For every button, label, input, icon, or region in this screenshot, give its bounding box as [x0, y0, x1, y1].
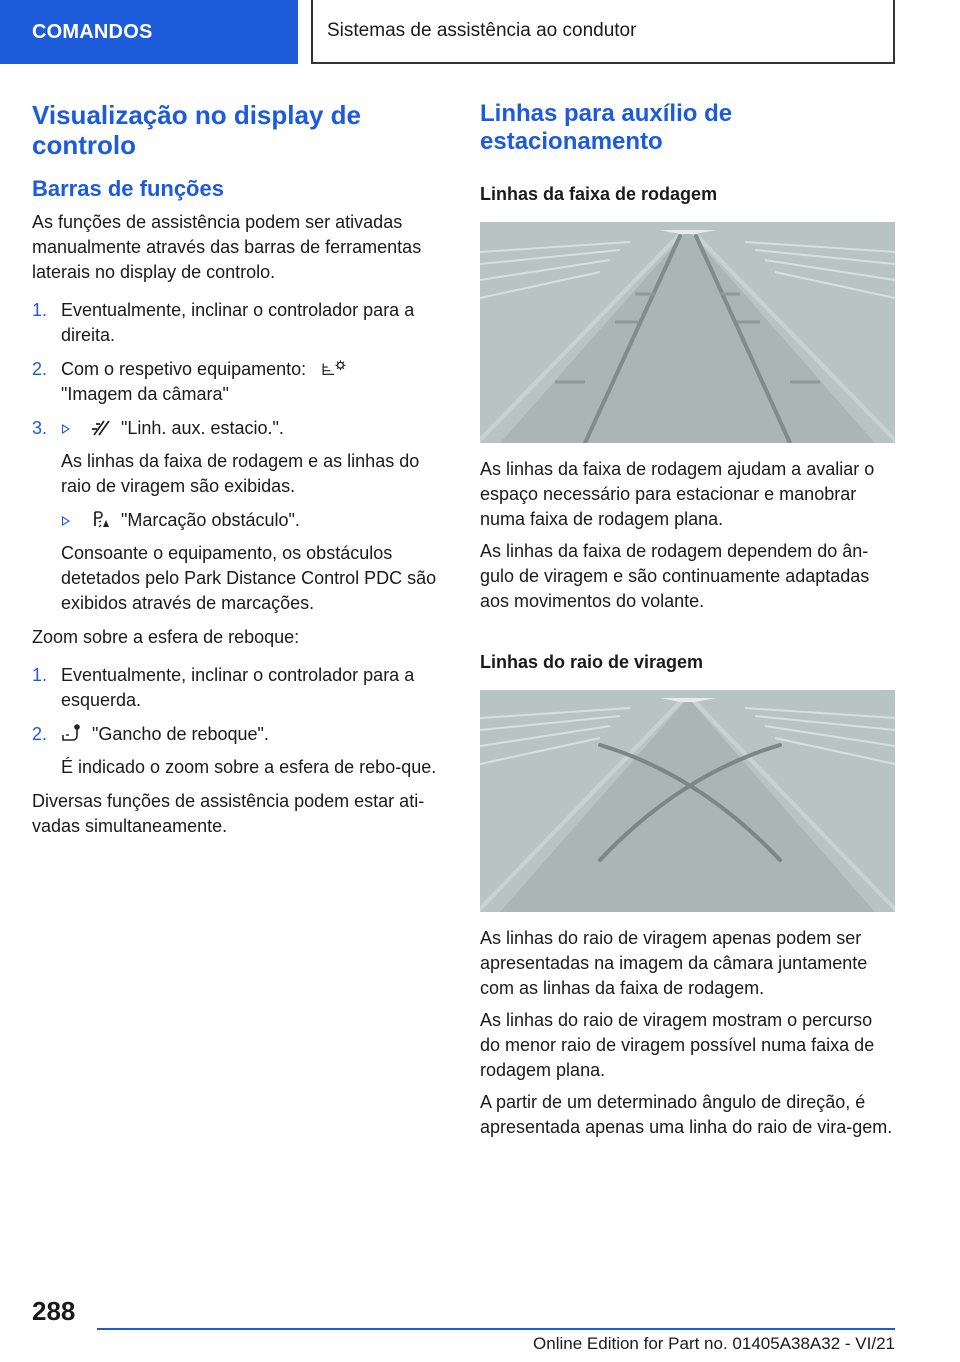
right-column: [480, 100, 896, 1140]
list-item: [32, 416, 450, 616]
footer-divider: [97, 1328, 895, 1330]
step-text: "Gancho de reboque".: [92, 724, 269, 744]
turning-radius-paragraph-3: A partir de um determinado ângulo de direção, é apresentada apenas uma linha do raio de vira‐gem.: [480, 1092, 893, 1137]
step-number: 3.: [32, 418, 48, 438]
list-item: [32, 357, 450, 407]
zoom-intro: Zoom sobre a esfera de reboque:: [32, 627, 300, 647]
page-title: Visualização no display de controlo: [32, 100, 361, 160]
list-item: [32, 298, 450, 348]
bullet-description: Consoante o equipamento, os obstáculos detetados pelo Park Distance Control PDC são exibidos através de marcações.: [61, 543, 437, 613]
step-number: 1.: [32, 300, 48, 320]
heading-turning-radius: Linhas do raio de viragem: [480, 652, 704, 672]
obstacle-marking-icon: [90, 509, 112, 529]
lane-lines-figure: [480, 222, 895, 443]
section-title: Linhas para auxílio de estacionamento: [480, 100, 733, 155]
turning-radius-figure: [480, 690, 895, 912]
bullet-label: "Marcação obstáculo".: [121, 510, 300, 530]
intro-paragraph: As funções de assistência podem ser ativadas manualmente através das barras de ferramentas laterais no display de controlo.: [32, 212, 422, 282]
lane-lines-paragraph-2: As linhas da faixa de rodagem dependem do ân‐gulo de viragem e são continuamente adaptadas aos movimentos do volante.: [480, 541, 870, 611]
step-text: Eventualmente, inclinar o controlador para a esquerda.: [61, 665, 415, 710]
bullet-item: [32, 508, 450, 533]
triangle-bullet-icon: [62, 424, 70, 434]
subheading-function-bars: Barras de funções: [32, 176, 224, 201]
section-tab: COMANDOS: [0, 0, 298, 64]
bullet-label: "Linh. aux. estacio.".: [121, 418, 284, 438]
step-text: Eventualmente, inclinar o controlador para a direita.: [61, 300, 415, 345]
triangle-bullet-icon: [62, 516, 70, 526]
lane-lines-paragraph-1: As linhas da faixa de rodagem ajudam a avaliar o espaço necessário para estacionar e manobrar numa faixa de rodagem plana.: [480, 459, 875, 529]
bullet-item: [32, 416, 450, 441]
list-item: [32, 722, 450, 780]
chapter-header: Sistemas de assistência ao condutor: [311, 0, 895, 64]
left-column: [32, 100, 450, 839]
page-number: 288: [32, 1296, 76, 1326]
bullet-description: As linhas da faixa de rodagem e as linhas do raio de viragem são exibidas.: [61, 451, 420, 496]
parking-lines-icon: [90, 417, 112, 437]
closing-paragraph: Diversas funções de assistência podem estar ati‐vadas simultaneamente.: [32, 791, 425, 836]
step-number: 2.: [32, 359, 48, 379]
step-text-option: "Imagem da câmara": [61, 384, 229, 404]
steps-list-2: [32, 663, 450, 780]
steps-list-1: [32, 298, 450, 616]
list-item: [32, 663, 450, 713]
footer-edition: Online Edition for Part no. 01405A38A32 - VI/21: [533, 1334, 895, 1353]
heading-lane-lines: Linhas da faixa de rodagem: [480, 184, 718, 204]
turning-radius-paragraph-1: As linhas do raio de viragem apenas podem ser apresentadas na imagem da câmara juntamente com as linhas da faixa de rodagem.: [480, 928, 868, 998]
step-number: 1.: [32, 665, 48, 685]
step-number: 2.: [32, 724, 48, 744]
turning-radius-paragraph-2: As linhas do raio de viragem mostram o percurso do menor raio de viragem possível numa faixa de rodagem plana.: [480, 1010, 875, 1080]
camera-settings-icon: [319, 358, 351, 378]
step-text: Com o respetivo equipamento:: [61, 359, 307, 379]
tow-hook-icon: [61, 723, 83, 743]
step-description: É indicado o zoom sobre a esfera de rebo‐que.: [61, 757, 437, 777]
